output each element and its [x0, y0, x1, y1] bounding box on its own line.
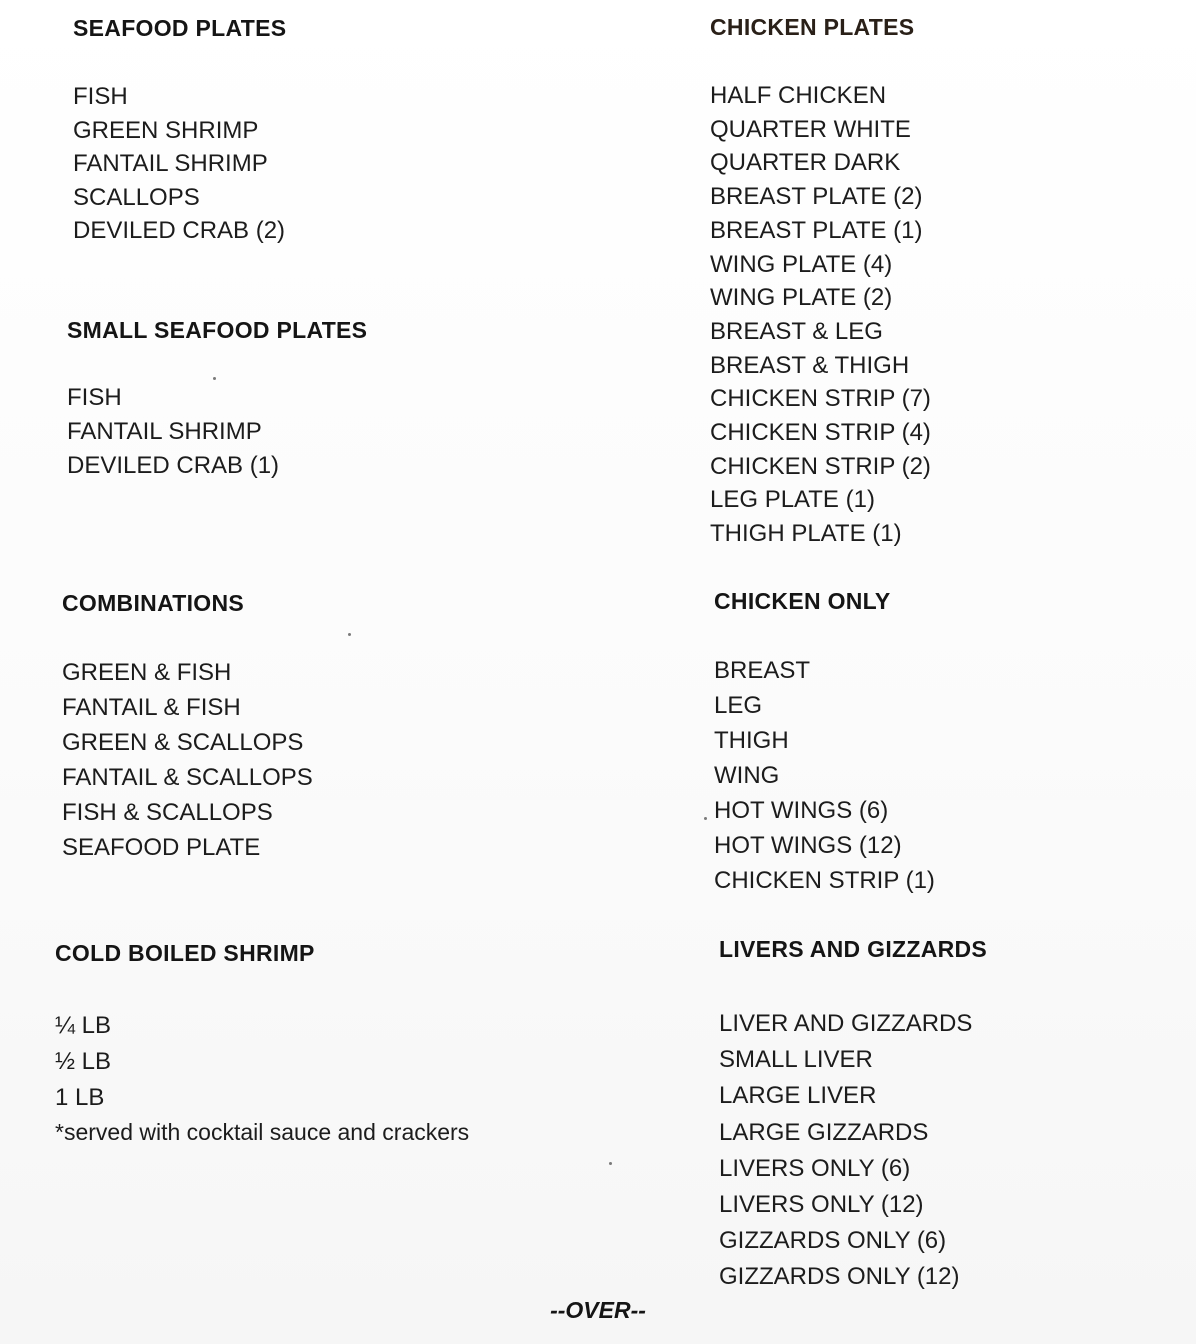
- menu-item: 1 LB: [55, 1084, 105, 1111]
- menu-item: FISH: [67, 384, 122, 411]
- print-speck: [609, 1162, 612, 1165]
- menu-item: HALF CHICKEN: [710, 82, 887, 109]
- menu-item: GIZZARDS ONLY (6): [719, 1227, 947, 1255]
- menu-item: WING: [714, 762, 780, 789]
- section-title: COLD BOILED SHRIMP: [55, 940, 315, 966]
- menu-item: WING PLATE (4): [710, 250, 893, 278]
- menu-item: BREAST PLATE (2): [710, 183, 923, 211]
- menu-item: LIVERS ONLY (12): [719, 1191, 924, 1219]
- item-list: [719, 1006, 987, 1296]
- section-cold-boiled-shrimp: [55, 939, 469, 1150]
- menu-item: GREEN SHRIMP: [73, 116, 259, 144]
- menu-item: BREAST: [714, 657, 811, 684]
- print-speck: [348, 633, 351, 636]
- menu-item: CHICKEN STRIP (2): [710, 452, 931, 480]
- menu-item: THIGH PLATE (1): [710, 520, 902, 548]
- menu-item: HOT WINGS (12): [714, 832, 902, 859]
- print-speck: [704, 817, 707, 820]
- menu-item: LIVER AND GIZZARDS: [719, 1010, 973, 1037]
- menu-item: FANTAIL SHRIMP: [67, 418, 262, 445]
- menu-item: FISH: [73, 83, 128, 110]
- menu-item: GREEN & SCALLOPS: [62, 729, 304, 756]
- over-label: --OVER--: [550, 1297, 646, 1323]
- item-list: [73, 80, 286, 248]
- menu-item: ¼ LB: [55, 1012, 112, 1039]
- menu-item: QUARTER WHITE: [710, 115, 911, 143]
- menu-item: BREAST PLATE (1): [710, 216, 923, 244]
- menu-item: SMALL LIVER: [719, 1046, 873, 1074]
- menu-item: HOT WINGS (6): [714, 797, 889, 824]
- section-title: CHICKEN ONLY: [714, 588, 891, 614]
- item-list: [62, 655, 313, 865]
- menu-item: CHICKEN STRIP (7): [710, 385, 931, 413]
- menu-item: GREEN & FISH: [62, 659, 232, 686]
- section-chicken-only: [714, 587, 935, 898]
- menu-item: FISH & SCALLOPS: [62, 799, 273, 826]
- menu-item: DEVILED CRAB (1): [67, 452, 280, 479]
- item-list: [714, 653, 935, 898]
- menu-item: LEG PLATE (1): [710, 486, 875, 514]
- item-list: [55, 1008, 469, 1116]
- section-livers-and-gizzards: [719, 935, 987, 1296]
- item-list: [710, 79, 931, 551]
- print-speck: [213, 377, 216, 380]
- section-seafood-plates: [73, 14, 286, 248]
- menu-item: SCALLOPS: [73, 183, 200, 211]
- section-title: SMALL SEAFOOD PLATES: [67, 317, 368, 343]
- section-chicken-plates: [710, 13, 931, 551]
- menu-item: QUARTER DARK: [710, 149, 901, 177]
- serving-note: *served with cocktail sauce and crackers: [55, 1119, 470, 1145]
- menu-item: FANTAIL SHRIMP: [73, 150, 268, 177]
- menu-item: FANTAIL & SCALLOPS: [62, 764, 313, 791]
- menu-item: THIGH: [714, 727, 789, 754]
- menu-item: LIVERS ONLY (6): [719, 1154, 911, 1182]
- menu-item: GIZZARDS ONLY (12): [719, 1263, 960, 1291]
- menu-item: WING PLATE (2): [710, 284, 893, 312]
- menu-item: BREAST & LEG: [710, 317, 883, 345]
- menu-item: LARGE LIVER: [719, 1082, 877, 1110]
- menu-item: BREAST & THIGH: [710, 351, 910, 379]
- menu-item: CHICKEN STRIP (4): [710, 419, 931, 447]
- menu-item: SEAFOOD PLATE: [62, 834, 261, 861]
- section-title: LIVERS AND GIZZARDS: [719, 936, 988, 962]
- section-title: CHICKEN PLATES: [710, 14, 915, 40]
- section-title: SEAFOOD PLATES: [73, 15, 287, 41]
- menu-item: FANTAIL & FISH: [62, 694, 241, 721]
- menu-item: CHICKEN STRIP (1): [714, 867, 935, 894]
- section-combinations: [62, 589, 313, 865]
- menu-item: LEG: [714, 692, 763, 719]
- section-small-seafood-plates: [67, 316, 367, 483]
- section-title: COMBINATIONS: [62, 590, 245, 616]
- menu-item: ½ LB: [55, 1048, 112, 1075]
- item-list: [67, 381, 367, 483]
- menu-item: LARGE GIZZARDS: [719, 1118, 929, 1146]
- menu-item: DEVILED CRAB (2): [73, 217, 286, 244]
